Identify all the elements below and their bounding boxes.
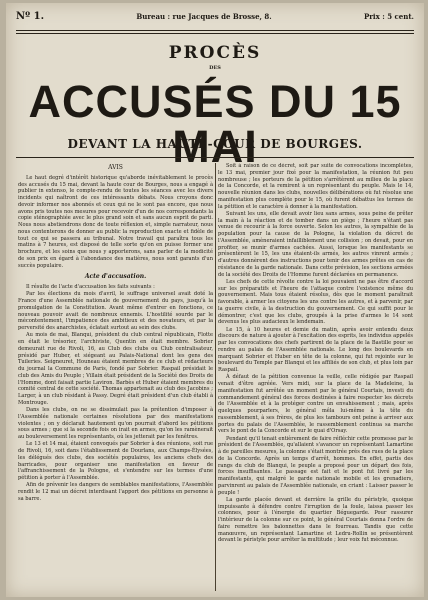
- paragraph: Suivant les uns, elle devait avoir lieu sans armes, sous peine de prêter la main à la réaction et de tomber dans un piège ; l'heure n'étant pas venue de recourir à la force ouverte. Selon les autres, la sympathie de la population pour la cause de la Pologne, la violation du décret de l'Assemblée, amèneraient infailliblement une collision ; on devait, pour en profiter, se munir d'armes cachées. Aussi, lorsque les manifestants se présentèrent le 15, les uns étaient-ils armés, les autres vinrent armés ; d'autres donnèrent des instructions pour tenir des armes prêtes en cas de résistance de la garde nationale. Dans cette prévision, les sections armées de la société des Droits de l'Homme furent déclarées en permanence.: [218, 210, 413, 278]
- title-line-1: PROCÈS: [168, 43, 262, 63]
- paragraph: Dans les clubs, on ne se dissimulait pas la prétention d'imposer à l'Assemblée nationale certaines résolutions par des manifestations violentes ; on y déclarait hautement qu'on pourrait d'abord les pétitions sous armes ; que si la seconde fois on irait en armes, qu'on les ramènerait au bouleversement les représentants, où les jetterait par les fenêtres.: [18, 407, 213, 440]
- paragraph: Par les élections du mois d'avril, le suffrage universel avait doté la France d'une Assemblée nationale de gouvernement du pays, jusqu'à la promulgation de la Constitution. Avant même d'entrer en fonctions, ce nouveau pouvoir avait de nombreux ennemis. L'hostilité sourde par le mécontentement, l'impatience des ambitieux et des novateurs, et par la perversité des anarchistes, éclatait surtout au sein des clubs.: [18, 291, 213, 331]
- section-heading: Acte d'accusation.: [84, 273, 147, 281]
- main-headline: ACCUSÉS DU 15 MAI: [28, 76, 402, 172]
- header-rule: [16, 30, 414, 31]
- avis-paragraph: Le haut degré d'intérêt historique qu'aborde inévitablement le procès des accusés du 15 mai, devant la haute cour de Bourges, nous a engagé à publier in extenso, le compte-rendu de toutes les séances avec les divers incidents qui naîtront de ces intéressants débats. Nous croyons donc devoir informer nos abonnés et ceux qui ne le sont pas encore, que nous avons pris toutes nos mesures pour recevoir d'un de nos correspondants la copie sténographiée avec le plus grand soin et sans aucun esprit de parti. Nous nous abstiendrons donc de toute réflexion et, simple narrateur, nous nous contenterons de donner au public la reproduction exacte et fidèle de tout ce qui se passera au tribunal. Notre travail qui paraîtra tous les matins à 7 heures, est disposé de telle sorte qu'on en puisse former une brochure, et les soins que nous y apporterons, sans parler de la modicité de son prix en égard à l'abondance des matières, nous sont garants d'un succès populaire.: [18, 174, 213, 269]
- header-rule-thin: [16, 33, 414, 34]
- issue-number: Nº 1.: [16, 11, 45, 22]
- subheadline: DEVANT LA HAUTE-COUR DE BOURGES.: [67, 137, 363, 151]
- newspaper-page: [6, 3, 424, 597]
- paragraph: Soit à raison de ce décret, soit par suite de convocations incomplètes, le 13 mai, premier jour fixé pour la manifestation, la réunion fut peu nombreuse ; les porteurs de la pétition s'arrêtèrent au milieu de la place de la Concorde, et la remirent à un représentant du peuple. Mais le 14, nouvelle réunion dans les clubs, nouvelles délibérations où fut résolue une manifestation plus complète pour le 15, où furent débattus les termes de la pétition et le caractère à donner à la manifestation.: [218, 163, 413, 210]
- paragraph: Il résulte de l'acte d'accusation les faits suivants :: [26, 284, 155, 290]
- paragraph: Les chefs de cette révolte contre la loi pouvaient ne pas être d'accord sur les préparatifs et l'heure de l'attaque contre l'existence même du gouvernement. Mais tous étaient résolus, dès que le moment paraîtrait favorable, à armer les citoyens les uns contre les autres, et à parvenir, par la guerre civile, à la destruction du gouvernement. Ce qui suffit pour le démontrer, c'est que les clubs, groupés à la prise d'armes le 14 sont devenus les plus audacieux le lendemain.: [218, 278, 413, 326]
- office-address: Bureau : rue Jacques de Brosse, 8.: [136, 12, 272, 21]
- left-column: [18, 163, 213, 593]
- paragraph: Au mois de mai, Blanqui, président du club central républicain, Flotte en était le trésorier, l'archiviste, Quentin en était membre. Sobrier demeurait rue de Rivoli, 16, au Club des clubs ou Club centralisateur, présidé par Huber, et siégeant au Palais-National dont les gens des Tuileries. Seigneuret, Houneau étaient membres de ce club et rédacteurs du journal la Commune de Paris, fondé par Sobrier. Raspail présidait le club des Amis du Peuple ; Villain était président de la Société des Droits de l'Homme, dont faisait partie Laviron. Barbès et Huber étaient membres du comité central de cette société. Thomas appartenait au club des Jacobins ; Larger, à un club résidant à Passy. Degré était président d'un club établi à Montrouge.: [18, 332, 213, 406]
- paragraph: Le 15, à 10 heures et demie du matin, après avoir entendu deux discours de nature à ajouter à l'excitation des esprits, les individus appelés par les convocations des chefs partirent de la place de la Bastille pour se rendre au palais de l'Assemblée nationale. Le long des boulevards en marquant Sobrier et Huber en tête de la colonne, qui fut rejointe sur le boulevard du Temple par Blanqui et les affiliés de son club, et plus loin par Raspail.: [218, 326, 413, 373]
- title-line-2: DES: [209, 65, 221, 71]
- masthead-header: [16, 11, 414, 27]
- paragraph: Le 13 et 14 mai, étaient convoqués par Sobrier à des réunions, soit rue de Rivoli, 16, soit dans l'établissement de Dourlans, aux Champs-Élysées, les délégués des clubs, des sociétés populaires, les anciens chefs des barricades, pour organiser une manifestation en faveur de l'affranchissement de la Pologne, et s'entendre sur les termes d'une pétition à porter à l'Assemblée.: [18, 441, 213, 481]
- avis-heading: AVIS: [108, 164, 123, 171]
- paragraph: La garde placée devant et derrière la grille du péristyle, quoique impuissante à défendre contre l'irruption de la foule, laissa passer les colonnes, pour à l'énergie du quartier Béguegarde. Pour rassurer l'intérieur de la colonne sur ce point, le général Courtais donna l'ordre de faire remettre les baïonnettes dans le fourreau. Tandis que cette manœuvre, un représentant Lamartine et Ledru-Rollin se présentèrent devant le péristyle pour arrêter la multitude ; leur voix fut méconnue.: [218, 496, 413, 544]
- paragraph: Pendant qu'il tenait entièrement de faire réfléchir cette promesse par le président de l'Assemblée, qu'allaient s'avancer un représentant Lamartine à de pareilles mesures, la colonne s'était montrée près des rues de la place de la Concorde. Après un temps d'arrêt, hommes. En effet, partis des rangs du club de Blanqui, le peuple a proposé pour un départ des fois, forces insuffisantes. Le passage est fait et le pont fut livré par les manifestants, qui malgré le garde nationale mobile et les grenadiers, parvinrent au palais de l'Assemblée nationale, en criant : Laisser passer le peuple !: [218, 435, 413, 496]
- price: Prix : 5 cent.: [363, 12, 414, 21]
- title-rule: [16, 157, 414, 158]
- right-column: [218, 163, 413, 593]
- paragraph: Afin de prévenir les dangers de semblables manifestations, l'Assemblée rendit le 12 mai un décret interdisant l'apport des pétitions en personne à sa barre.: [18, 482, 213, 502]
- paragraph: À défaut de la pétition convenue la veille, celle rédigée par Raspail venait d'être agréée. Vers midi, sur la place de la Madeleine, la manifestation fut arrêtée un moment par le général Courtais, investi du commandement général des forces destinées à faire respecter les décrets de l'Assemblée et à la protéger contre un envahissement ; mais, après quelques pourparlers, le général mêla lui-même à la tête du rassemblement, à ses frères, de plus les tambours ont peine à arriver aux portes du palais de l'Assemblée, le rassemblement continua sa marche vers le pont de la Concorde et sur le quai d'Orsay.: [218, 374, 413, 435]
- column-divider: [215, 163, 216, 591]
